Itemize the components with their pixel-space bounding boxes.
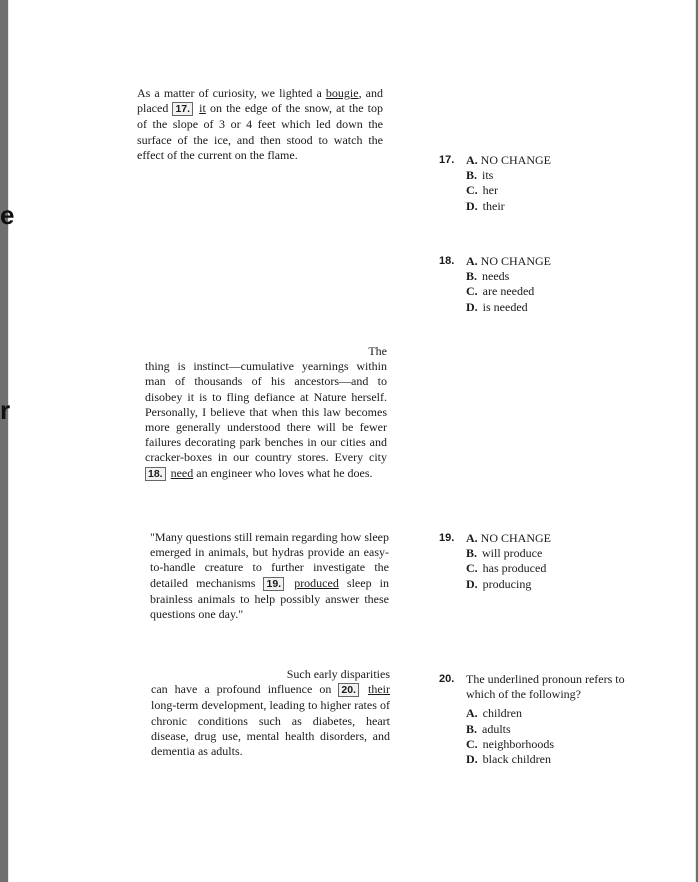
passage-text	[286, 576, 294, 590]
passage-text	[361, 682, 368, 696]
question-number-marker[interactable]: 20.	[338, 683, 359, 697]
underlined-text: it	[199, 101, 206, 116]
answer-option[interactable]	[439, 577, 551, 592]
answer-option[interactable]	[439, 546, 551, 561]
passage-text: on the edge of the snow, at the top of the slope of 3 or 4 feet which led down the surface of the ice, and then stood to watch the effect of the current on the flame.	[137, 101, 384, 162]
option-letter: D.	[466, 576, 478, 591]
answer-option[interactable]	[439, 168, 551, 183]
option-text: NO CHANGE	[480, 254, 552, 268]
option-letter: A.	[466, 706, 478, 721]
question-number: 18.	[439, 255, 455, 267]
option-letter: B.	[466, 269, 478, 284]
option-text: NO CHANGE	[480, 531, 552, 545]
option-letter: C.	[466, 561, 478, 576]
option-letter: D.	[466, 752, 478, 767]
passage-text: "Many questions still remain regarding how sleep emerged in animals, but hydras provide an easy-to-handle creature to further investigate the detailed mechanisms	[150, 530, 389, 590]
answer-option[interactable]	[439, 284, 551, 299]
answer-option[interactable]	[466, 531, 551, 546]
answer-option[interactable]	[439, 269, 551, 284]
question-number-marker[interactable]: 17.	[172, 102, 193, 116]
question-number-marker[interactable]: 18.	[145, 467, 166, 481]
question-number-marker[interactable]: 19.	[263, 577, 284, 591]
answer-option[interactable]	[439, 706, 646, 721]
passage-text: , and placed	[137, 86, 383, 116]
option-letter: A.	[466, 531, 478, 545]
underlined-text: bougie	[325, 86, 359, 100]
answer-option[interactable]	[466, 254, 551, 269]
answer-option[interactable]	[439, 300, 551, 315]
passage-17	[137, 86, 383, 163]
answer-option[interactable]	[439, 752, 646, 767]
option-letter: B.	[466, 721, 478, 736]
passage-lead-text: The	[368, 344, 387, 358]
question-20	[439, 672, 646, 767]
passage-19	[150, 530, 389, 622]
option-letter: C.	[466, 183, 478, 198]
option-text: will produce	[482, 546, 543, 561]
option-letter: C.	[466, 736, 478, 751]
question-prompt: The underlined pronoun refers to which of the following?	[466, 672, 625, 702]
option-text: needs	[482, 269, 510, 284]
passage-20	[151, 667, 390, 759]
option-text: has produced	[482, 561, 547, 576]
passage-lead-text: Such early disparities	[286, 667, 390, 681]
answer-option[interactable]	[439, 183, 551, 198]
option-text: producing	[482, 576, 532, 591]
option-letter: C.	[466, 284, 478, 299]
question-19	[439, 531, 551, 592]
question-18	[439, 254, 551, 315]
passage-text: can have a profound influence on	[151, 682, 339, 697]
option-text: their	[482, 198, 505, 213]
edge-letter: r	[0, 395, 11, 425]
option-text: NO CHANGE	[480, 153, 552, 167]
answer-option[interactable]	[466, 153, 551, 168]
underlined-text: need	[170, 465, 194, 480]
passage-18	[145, 344, 387, 482]
answer-option[interactable]	[439, 199, 551, 214]
passage-text: an engineer who loves what he does.	[193, 465, 373, 480]
question-17	[439, 153, 551, 214]
option-letter: B.	[466, 546, 478, 561]
passage-text: As a matter of curiosity, we lighted a	[137, 86, 326, 100]
answer-option[interactable]	[439, 561, 551, 576]
option-text: are needed	[482, 284, 535, 299]
option-letter: D.	[466, 198, 478, 213]
passage-text: sleep in brainless animals to help possibly answer these questions one day."	[150, 575, 390, 622]
option-letter: A.	[466, 153, 478, 167]
answer-option[interactable]	[439, 722, 646, 737]
option-text: children	[482, 706, 522, 721]
underlined-text: their	[368, 682, 391, 697]
option-text: neighborhoods	[482, 736, 554, 751]
option-text: adults	[482, 721, 511, 736]
passage-text: thing is instinct—cumulative yearnings within man of thousands of his ancestors—and to disobey it is to fling defiance at Nature herself. Personally, I believe that when this law becomes more generally understood there will be fewer failures decorating park benches in our cities and cracker-boxes in our country stores. Every city	[145, 359, 387, 465]
answer-option[interactable]	[439, 737, 646, 752]
question-number: 17.	[439, 154, 455, 166]
passage-text: long-term development, leading to higher rates of chronic conditions such as diabetes, heart disease, drug use, mental health disorders, and dementia as adults.	[151, 698, 390, 759]
option-text: her	[482, 183, 498, 198]
option-text: is needed	[482, 299, 528, 314]
question-number: 20.	[439, 673, 455, 685]
option-letter: D.	[466, 299, 478, 314]
edge-letter: e	[0, 200, 15, 230]
question-number: 19.	[439, 532, 455, 544]
option-text: its	[482, 168, 494, 183]
underlined-text: produced	[294, 575, 339, 590]
option-letter: A.	[466, 254, 478, 268]
option-text: black children	[482, 752, 551, 767]
option-letter: B.	[466, 168, 478, 183]
